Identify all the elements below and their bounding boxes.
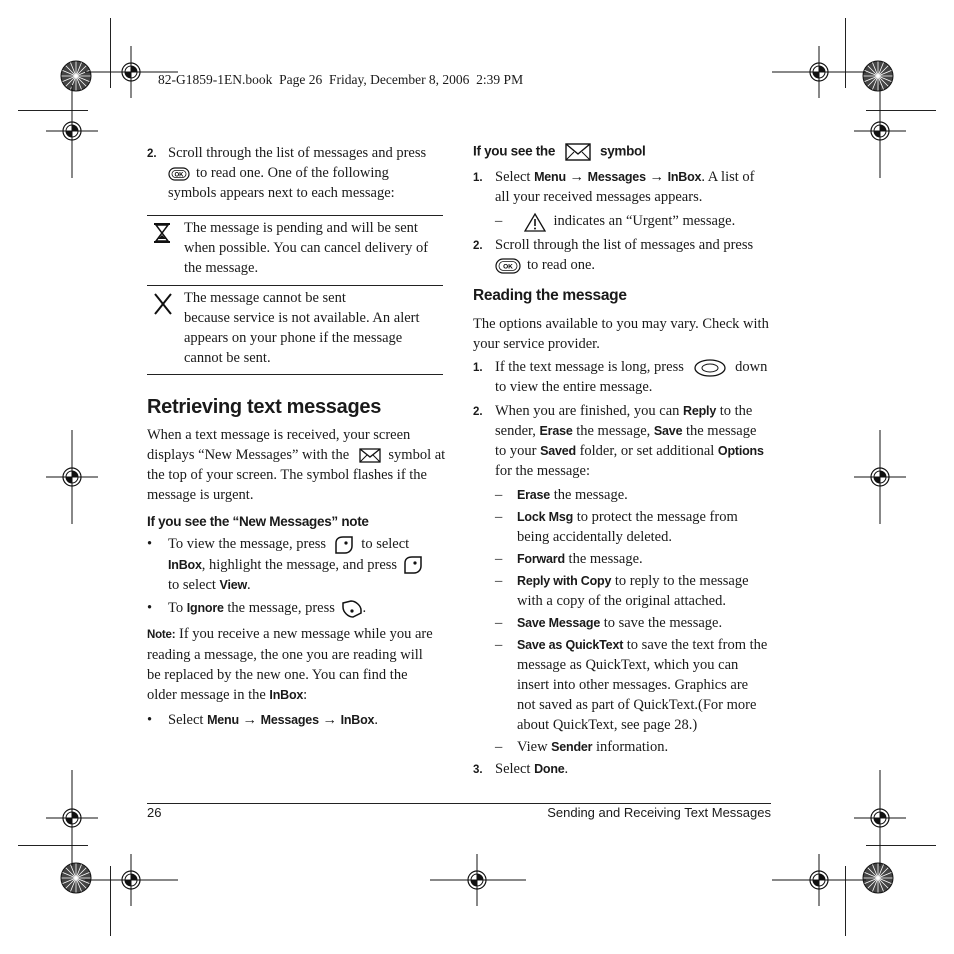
step-number: 1.: [473, 172, 483, 184]
envelope-icon: [359, 448, 381, 463]
envelope-icon: [565, 143, 591, 161]
file-info-header: 82-G1859-1EN.book Page 26 Friday, December 8, 2006 2:39 PM: [158, 72, 524, 87]
left-softkey-icon: [403, 555, 423, 575]
x-mark-icon: [152, 292, 174, 316]
ok-key-icon: [495, 258, 521, 274]
list-item: – Erase the message.: [495, 487, 628, 503]
navigation-key-icon: [694, 359, 726, 377]
list-item: – Lock Msg to protect the message from being accidentally deleted.: [495, 509, 738, 545]
svg-text:OK: OK: [503, 263, 513, 271]
list-item: – Reply with Copy to reply to the message with a copy of the original attached.: [495, 573, 749, 609]
intro-paragraph: When a text message is received, your screen displays “New Messages” with the symbol at the top of your screen. The symbol flashes if the message is urgent.: [147, 427, 446, 503]
options-paragraph: The options available to you may vary. Check with your service provider.: [473, 316, 769, 352]
list-item: – Save as QuickText to save the text from the message as QuickText, which you can insert into other messages. Graphics are not saved as part of QuickText.(For more about QuickText, see page 28.): [495, 637, 768, 733]
page-number: 26: [147, 805, 162, 820]
table-rule-top: [147, 215, 443, 216]
bullet-item: • To view the message, press to select InBox, highlight the message, and press to select View.: [147, 534, 447, 595]
section-title: Retrieving text messages: [147, 396, 382, 418]
table-rule-bottom: [147, 374, 443, 375]
sub-option-list: [495, 485, 785, 757]
step-text: Select Menu → Messages → InBox. A list of all your received messages appears.: [495, 169, 755, 205]
symbol-heading: If you see the symbol: [473, 143, 645, 161]
step-text: When you are finished, you can Reply to the sender, Erase the message, Save the message to your Saved folder, or set additional Options for the message:: [495, 403, 764, 479]
list-item: – View Sender information.: [495, 739, 669, 755]
table-rule-middle: [147, 285, 443, 286]
left-softkey-icon: [334, 535, 354, 555]
hourglass-icon: [152, 222, 172, 244]
chapter-title: Sending and Receiving Text Messages: [547, 805, 771, 820]
list-item: – Save Message to save the message.: [495, 615, 723, 631]
ok-key-icon: [168, 167, 190, 181]
footer-rule: [147, 803, 771, 804]
step-number: 2.: [473, 406, 483, 418]
urgent-line: – indicates an “Urgent” message.: [495, 211, 785, 232]
note-paragraph: Note: If you receive a new message while you are reading a message, the one you are reading will be replaced by the new one. You can find the older message in the InBox:: [147, 626, 433, 703]
step-text: Scroll through the list of messages and press OK to read one. One of the following symbols appears next to each message:: [168, 145, 427, 201]
step-text: Select Done.: [495, 761, 569, 777]
step-text: Scroll through the list of messages and press OK to read one.: [495, 237, 754, 273]
warning-icon: [524, 212, 546, 232]
step-number: 2.: [473, 240, 483, 252]
step-number: 2.: [147, 148, 157, 160]
list-item: – Forward the message.: [495, 551, 643, 567]
step-number: 3.: [473, 764, 483, 776]
bullet-item: • To Ignore the message, press .: [147, 598, 447, 619]
right-softkey-icon: [341, 599, 363, 619]
step-number: 1.: [473, 362, 483, 374]
step-text: If the text message is long, press down to view the entire message.: [495, 359, 768, 395]
bullet-dot: •: [147, 536, 153, 552]
reading-heading: Reading the message: [473, 287, 627, 304]
bullet-item: • Select Menu → Messages → InBox.: [147, 712, 378, 728]
bullet-dot: •: [147, 600, 153, 616]
svg-text:OK: OK: [174, 172, 184, 179]
note-heading: If you see the “New Messages” note: [147, 514, 369, 529]
bullet-dot: •: [147, 712, 153, 728]
